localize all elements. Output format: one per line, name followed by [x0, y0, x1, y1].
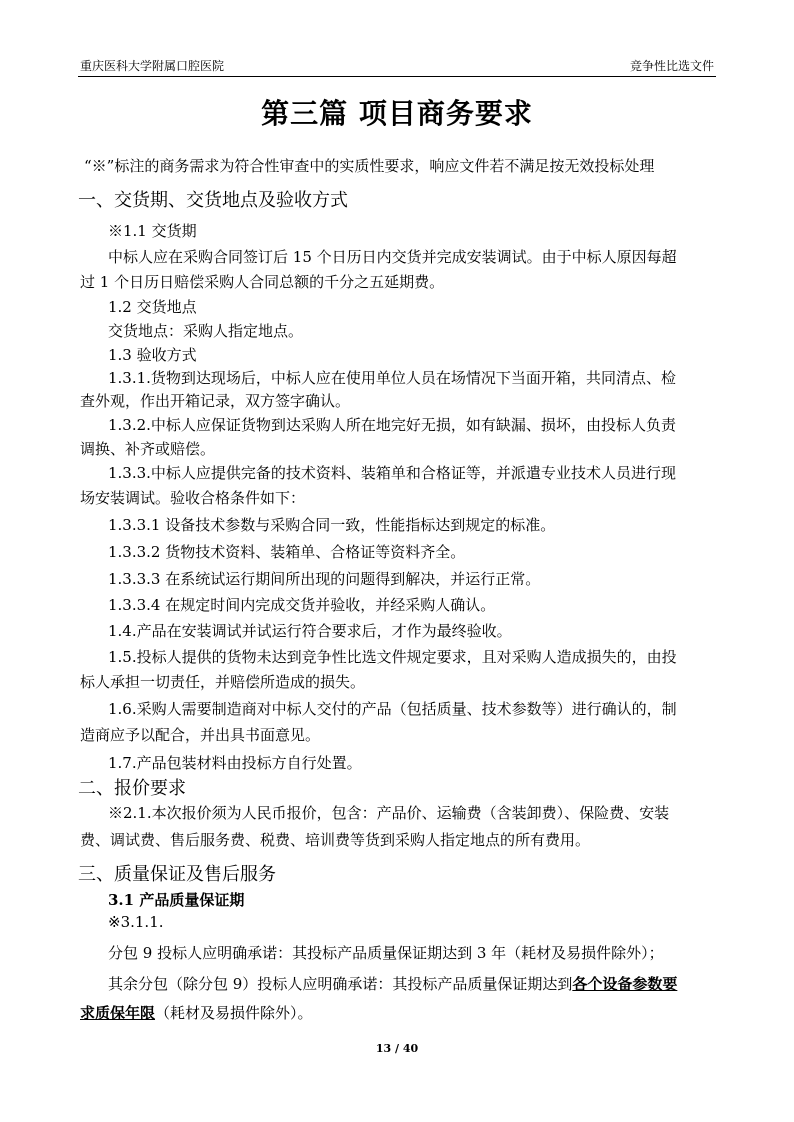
section-heading-3: 三、质量保证及售后服务	[78, 864, 276, 885]
paragraph-line: 费、调试费、售后服务费、税费、培训费等货到采购人指定地点的所有费用。	[80, 831, 591, 849]
text-run: （耗材及易损件除外）。	[155, 1004, 313, 1022]
paragraph-line: 1.4.产品在安装调试并试运行符合要求后，才作为最终验收。	[108, 622, 512, 640]
paragraph-line	[80, 1002, 313, 1023]
paragraph-line: 1.7.产品包装材料由投标方自行处置。	[108, 754, 362, 772]
paragraph-line: 分包 9 投标人应明确承诺：其投标产品质量保证期达到 3 年（耗材及易损件除外）；	[108, 944, 664, 962]
paragraph-line: 1.3.3.3 在系统试运行期间所出现的问题得到解决，并运行正常。	[108, 570, 541, 588]
header-doc-name: 竞争性比选文件	[629, 59, 714, 73]
subsection-3-1-1: ※3.1.1.	[108, 913, 164, 931]
paragraph-line: 1.3.3.中标人应提供完备的技术资料、装箱单和合格证等，并派遣专业技术人员进行现	[108, 464, 676, 482]
subsection-1-1: ※1.1 交货期	[108, 222, 197, 240]
page-header	[78, 50, 716, 77]
paragraph-line: 交货地点：采购人指定地点。	[108, 322, 304, 340]
paragraph-line: 场安装调试。验收合格条件如下：	[80, 489, 306, 507]
page-number: 13 / 40	[375, 1042, 419, 1055]
paragraph-line: 查外观，作出开箱记录，双方签字确认。	[80, 392, 351, 410]
notice-line: “※”标注的商务需求为符合性审查中的实质性要求，响应文件若不满足按无效投标处理	[84, 157, 655, 175]
paragraph-line: 中标人应在采购合同签订后 15 个日历日内交货并完成安装调试。由于中标人原因每超	[108, 248, 677, 266]
paragraph-line: 造商应予以配合，并出具书面意见。	[80, 726, 321, 744]
paragraph-line: 1.3.3.1 设备技术参数与采购合同一致，性能指标达到规定的标准。	[108, 516, 556, 534]
paragraph-line: 1.3.3.2 货物技术资料、装箱单、合格证等资料齐全。	[108, 543, 466, 561]
subsection-3-1: 3.1 产品质量保证期	[108, 891, 245, 909]
paragraph-line: 1.3.1.货物到达现场后，中标人应在使用单位人员在场情况下当面开箱，共同清点、检	[108, 369, 676, 387]
subsection-1-3: 1.3 验收方式	[108, 346, 197, 364]
paragraph-line: 1.3.2.中标人应保证货物到达采购人所在地完好无损，如有缺漏、损坏，由投标人负责	[108, 416, 676, 434]
paragraph-line: 过 1 个日历日赔偿采购人合同总额的千分之五延期费。	[80, 273, 445, 291]
subsection-1-2: 1.2 交货地点	[108, 298, 197, 316]
paragraph-line: ※2.1.本次报价须为人民币报价，包含：产品价、运输费（含装卸费）、保险费、安装	[108, 804, 670, 822]
emphasis-text: 各个设备参数要	[572, 975, 678, 993]
paragraph-line: 1.6.采购人需要制造商对中标人交付的产品（包括质量、技术参数等）进行确认的，制	[108, 700, 677, 718]
emphasis-text: 求质保年限	[80, 1004, 156, 1022]
section-heading-1: 一、交货期、交货地点及验收方式	[78, 190, 348, 211]
paragraph-line: 标人承担一切责任，并赔偿所造成的损失。	[80, 673, 366, 691]
header-hospital-name: 重庆医科大学附属口腔医院	[80, 59, 225, 73]
paragraph-line: 1.5.投标人提供的货物未达到竞争性比选文件规定要求，且对采购人造成损失的，由投	[108, 648, 677, 666]
text-run: 其余分包（除分包 9）投标人应明确承诺：其投标产品质量保证期达到	[108, 975, 573, 993]
page-title: 第三篇 项目商务要求	[261, 97, 533, 130]
section-heading-2: 二、报价要求	[78, 778, 186, 799]
paragraph-line	[108, 973, 677, 994]
paragraph-line: 调换、补齐或赔偿。	[80, 440, 216, 458]
paragraph-line: 1.3.3.4 在规定时间内完成交货并验收，并经采购人确认。	[108, 596, 496, 614]
